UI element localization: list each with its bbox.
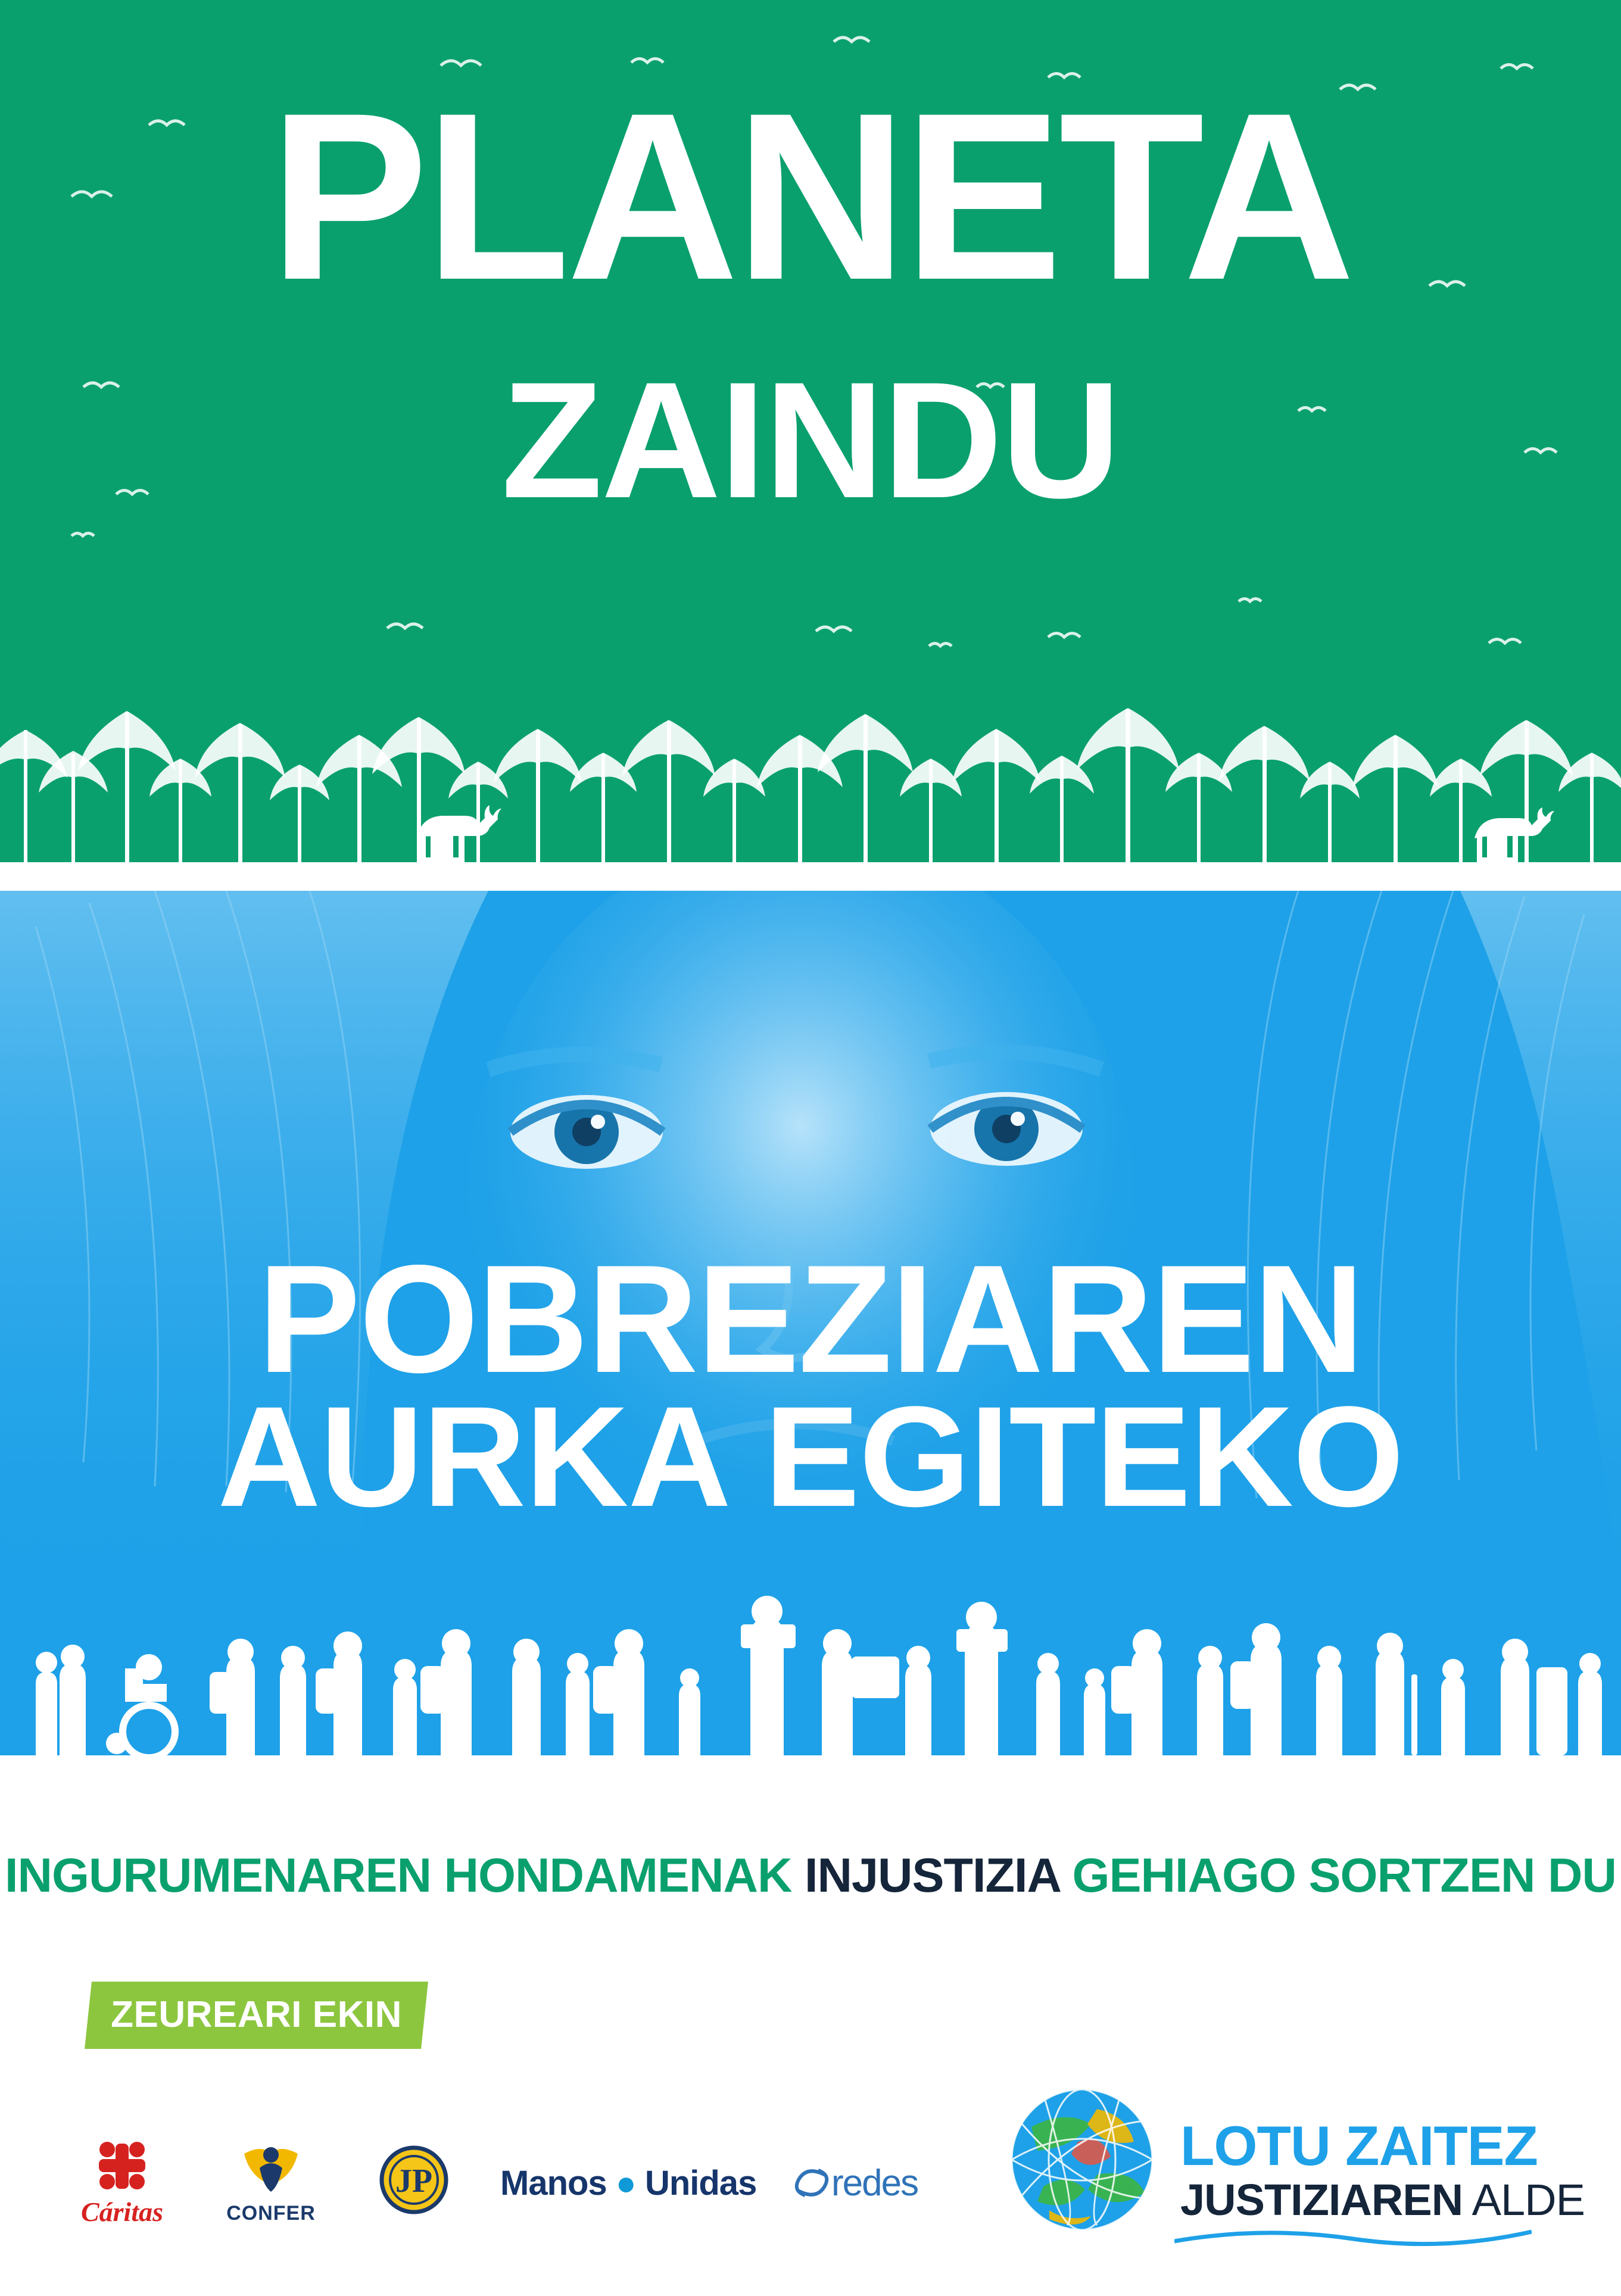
campaign-line2-light: ALDE	[1463, 2175, 1585, 2225]
forest-illustration	[0, 641, 1621, 891]
redes-logo[interactable]	[792, 2162, 971, 2204]
headline-planeta: PLANETA	[269, 63, 1352, 329]
tagline-highlight: INJUSTIZIA	[804, 1849, 1059, 1902]
globe-ball-of-yarn-icon	[1008, 2085, 1156, 2234]
partner-logos	[66, 2139, 971, 2228]
confer-figure-icon	[214, 2142, 328, 2200]
crowd-silhouette-illustration	[0, 1567, 1621, 1782]
blue-panel	[0, 891, 1621, 1782]
bottom-section	[0, 1782, 1621, 2296]
tagline-part1: INGURUMENAREN HONDAMENAK	[4, 1849, 805, 1902]
campaign-underline-swoosh	[1174, 2225, 1532, 2248]
manos-unidas-logo[interactable]	[500, 2163, 756, 2203]
tagline-part2: GEHIAGO SORTZEN DU	[1059, 1849, 1617, 1902]
redes-word: redes	[831, 2163, 918, 2204]
svg-text:JP: JP	[395, 2163, 433, 2200]
tagline	[0, 1848, 1621, 1904]
manos-unidas-label	[500, 2163, 756, 2203]
caritas-logo[interactable]	[66, 2139, 179, 2228]
headline-pobreziaren: POBREZIAREN	[258, 1233, 1363, 1405]
campaign-line2-bold: JUSTIZIAREN	[1180, 2175, 1463, 2225]
caritas-cross-icon	[66, 2139, 179, 2194]
deer-silhouette	[417, 805, 1554, 862]
redes-label	[792, 2162, 971, 2204]
globe-dot-icon: ●	[606, 2164, 645, 2203]
headline-aurka-egiteko: AURKA EGITEKO	[217, 1377, 1404, 1536]
campaign-line2	[1180, 2175, 1585, 2225]
zeureari-ekin-badge[interactable]	[85, 1982, 428, 2049]
redes-swirl-icon	[792, 2166, 831, 2201]
justicia-y-paz-logo[interactable]	[363, 2143, 465, 2223]
campaign-line1: LOTU ZAITEZ	[1180, 2114, 1538, 2177]
campaign-logo[interactable]	[1008, 2079, 1585, 2258]
caritas-label: Cáritas	[80, 2197, 164, 2227]
green-panel	[0, 0, 1621, 891]
confer-logo[interactable]	[214, 2142, 328, 2225]
manos-word: Manos	[500, 2164, 607, 2203]
unidas-word: Unidas	[644, 2164, 757, 2203]
jp-seal-icon	[372, 2143, 456, 2220]
zeureari-ekin-label: ZEUREARI EKIN	[111, 1994, 402, 2035]
headline-zaindu: ZAINDU	[501, 347, 1120, 532]
confer-label: CONFER	[226, 2201, 316, 2225]
